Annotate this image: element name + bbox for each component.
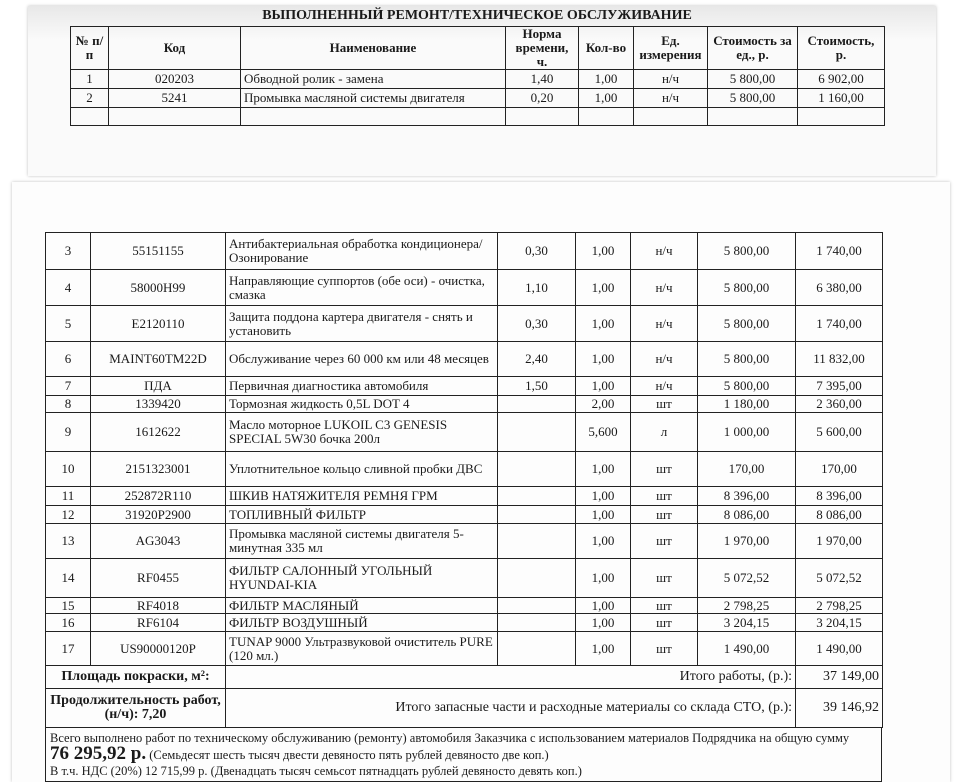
cell-price: 170,00 — [698, 452, 796, 487]
cell-n: 11 — [46, 487, 91, 506]
cell-norm — [498, 524, 576, 559]
cell-code: US90000120P — [91, 632, 226, 666]
table-row — [46, 270, 883, 306]
cell-price: 8 086,00 — [698, 506, 796, 524]
cell-unit: шт — [631, 598, 698, 614]
cell-n: 4 — [46, 270, 91, 306]
cell-qty: 1,00 — [576, 632, 631, 666]
cell-code: E2120110 — [91, 306, 226, 342]
cell-name: Тормозная жидкость 0,5L DOT 4 — [226, 396, 498, 413]
cell-qty: 1,00 — [576, 270, 631, 306]
cell-code: 1612622 — [91, 413, 226, 452]
total-amount: 76 295,92 р. — [50, 743, 147, 764]
cell-price: 3 204,15 — [698, 614, 796, 632]
paint-area-label: Площадь покраски, м²: — [46, 666, 226, 689]
cell-norm — [498, 487, 576, 506]
cell-qty: 1,00 — [576, 614, 631, 632]
cell-price: 5 800,00 — [698, 233, 796, 270]
cell-norm — [498, 598, 576, 614]
total-amount-words: (Семьдесят шесть тысяч двести девяносто пять рублей девяносто две коп.) — [149, 748, 549, 762]
cell-norm — [498, 396, 576, 413]
cell-code: 252872R110 — [91, 487, 226, 506]
cell-qty: 2,00 — [576, 396, 631, 413]
cell-unit: н/ч — [631, 233, 698, 270]
cell-qty: 1,00 — [576, 233, 631, 270]
cell-n: 9 — [46, 413, 91, 452]
col-header: Норма времени, ч. — [506, 27, 579, 70]
cell-n: 6 — [46, 342, 91, 377]
vat-line: В т.ч. НДС (20%) 12 715,99 р. (Двенадцать тысяч семьсот пятнадцать рублей девяносто девять коп.) — [50, 764, 582, 778]
cell-unit: шт — [631, 452, 698, 487]
cell-price: 1 970,00 — [698, 524, 796, 559]
cell-qty: 1,00 — [576, 306, 631, 342]
cell-norm: 1,10 — [498, 270, 576, 306]
cell-name: Направляющие суппортов (обе оси) - очистка, смазка — [226, 270, 498, 306]
cell-qty: 1,00 — [576, 506, 631, 524]
table-row — [46, 413, 883, 452]
table-row — [46, 506, 883, 524]
repair-table-top — [70, 26, 885, 126]
cell-code: 55151155 — [91, 233, 226, 270]
cell-qty: 1,00 — [576, 559, 631, 598]
cell-n: 2 — [71, 89, 109, 108]
col-header: № п/п — [71, 27, 109, 70]
summary-row-parts — [46, 689, 883, 728]
cell-name: Защита поддона картера двигателя - снять и установить — [226, 306, 498, 342]
cell-price: 1 490,00 — [698, 632, 796, 666]
table-row — [46, 233, 883, 270]
table-row — [71, 89, 885, 108]
cell-norm: 0,30 — [498, 233, 576, 270]
cell-norm: 1,40 — [506, 70, 579, 89]
parts-total: 39 146,92 — [796, 689, 883, 728]
col-header: Кол-во — [579, 27, 634, 70]
cell-cost: 3 204,15 — [796, 614, 883, 632]
cell-price: 5 800,00 — [708, 70, 798, 89]
cell-code: AG3043 — [91, 524, 226, 559]
table-row — [46, 598, 883, 614]
cell-name: ФИЛЬТР САЛОННЫЙ УГОЛЬНЫЙ HYUNDAI-KIA — [226, 559, 498, 598]
cell-unit: н/ч — [631, 377, 698, 396]
cell-cost: 2 360,00 — [796, 396, 883, 413]
summary-row-work — [46, 666, 883, 689]
cell-n: 16 — [46, 614, 91, 632]
cell-norm: 2,40 — [498, 342, 576, 377]
cell-norm — [498, 506, 576, 524]
cell-cost: 1 160,00 — [798, 89, 885, 108]
cell-code: 2151323001 — [91, 452, 226, 487]
table-row — [46, 524, 883, 559]
cell-qty: 1,00 — [579, 70, 634, 89]
cell-unit: н/ч — [631, 342, 698, 377]
table-header — [71, 27, 885, 70]
col-header: Код — [109, 27, 241, 70]
cell-qty: 1,00 — [576, 452, 631, 487]
cell-code: 020203 — [109, 70, 241, 89]
cell-norm: 1,50 — [498, 377, 576, 396]
cell-unit: шт — [631, 396, 698, 413]
cell-code: 1339420 — [91, 396, 226, 413]
cell-cost: 5 600,00 — [796, 413, 883, 452]
cell-price: 1 000,00 — [698, 413, 796, 452]
work-total: 37 149,00 — [796, 666, 883, 689]
cell-cost: 2 798,25 — [796, 598, 883, 614]
cell-unit: л — [631, 413, 698, 452]
cell-norm — [498, 413, 576, 452]
cell-cost: 8 396,00 — [796, 487, 883, 506]
cell-price: 5 800,00 — [698, 377, 796, 396]
cell-name: Первичная диагностика автомобиля — [226, 377, 498, 396]
cell-n: 15 — [46, 598, 91, 614]
cell-unit: шт — [631, 506, 698, 524]
table-row — [46, 614, 883, 632]
cell-price: 8 396,00 — [698, 487, 796, 506]
cell-cost: 1 740,00 — [796, 306, 883, 342]
cell-n: 17 — [46, 632, 91, 666]
cell-code: 5241 — [109, 89, 241, 108]
cell-n: 12 — [46, 506, 91, 524]
cell-name: ФИЛЬТР МАСЛЯНЫЙ — [226, 598, 498, 614]
cell-n: 3 — [46, 233, 91, 270]
table-row — [71, 70, 885, 89]
cell-name: Уплотнительное кольцо сливной пробки ДВС — [226, 452, 498, 487]
cell-price: 5 800,00 — [698, 306, 796, 342]
cell-unit: н/ч — [631, 270, 698, 306]
cell-unit: шт — [631, 524, 698, 559]
col-header: Ед. измерения — [634, 27, 708, 70]
cell-qty: 1,00 — [576, 377, 631, 396]
cell-unit: шт — [631, 487, 698, 506]
duration-label: Продолжительность работ, (н/ч): 7,20 — [46, 689, 226, 728]
repair-table-continued — [45, 232, 883, 728]
cell-unit: н/ч — [634, 89, 708, 108]
cell-price: 5 800,00 — [708, 89, 798, 108]
table-row — [46, 396, 883, 413]
cell-cost: 1 740,00 — [796, 233, 883, 270]
cell-code: ПДА — [91, 377, 226, 396]
cell-qty: 1,00 — [576, 524, 631, 559]
cell-n: 7 — [46, 377, 91, 396]
cell-n: 5 — [46, 306, 91, 342]
cell-cost: 6 902,00 — [798, 70, 885, 89]
cell-price: 1 180,00 — [698, 396, 796, 413]
parts-total-label: Итого запасные части и расходные материалы со склада СТО, (р.): — [226, 689, 796, 728]
cell-cost: 1 490,00 — [796, 632, 883, 666]
cell-name: Обслуживание через 60 000 км или 48 месяцев — [226, 342, 498, 377]
table-row — [46, 487, 883, 506]
cell-norm — [498, 559, 576, 598]
cell-name: Масло моторное LUKOIL C3 GENESIS SPECIAL 5W30 бочка 200л — [226, 413, 498, 452]
table-row — [46, 632, 883, 666]
cell-code: RF4018 — [91, 598, 226, 614]
table-row — [46, 342, 883, 377]
cell-n: 14 — [46, 559, 91, 598]
cell-cost: 7 395,00 — [796, 377, 883, 396]
cell-qty: 1,00 — [576, 487, 631, 506]
cell-unit: шт — [631, 632, 698, 666]
cell-cost: 8 086,00 — [796, 506, 883, 524]
cell-unit: шт — [631, 559, 698, 598]
cell-qty: 5,600 — [576, 413, 631, 452]
cell-n: 8 — [46, 396, 91, 413]
cell-n: 10 — [46, 452, 91, 487]
work-total-label: Итого работы, (р.): — [226, 666, 796, 689]
total-description: Всего выполнено работ по техническому обслуживанию (ремонту) автомобиля Заказчика с использованием материалов Подрядчика на общую сумму — [50, 731, 850, 745]
cell-cost: 170,00 — [796, 452, 883, 487]
cell-qty: 1,00 — [576, 342, 631, 377]
cell-norm: 0,20 — [506, 89, 579, 108]
cell-unit: н/ч — [634, 70, 708, 89]
cell-cost: 6 380,00 — [796, 270, 883, 306]
cell-norm: 0,30 — [498, 306, 576, 342]
grand-total-block — [45, 728, 882, 782]
cell-price: 5 800,00 — [698, 342, 796, 377]
cell-price: 2 798,25 — [698, 598, 796, 614]
cell-unit: шт — [631, 614, 698, 632]
cell-name: Обводной ролик - замена — [241, 70, 506, 89]
cell-cost: 1 970,00 — [796, 524, 883, 559]
cell-n: 1 — [71, 70, 109, 89]
cell-norm — [498, 452, 576, 487]
table-row — [46, 559, 883, 598]
cell-code: RF6104 — [91, 614, 226, 632]
table-row — [46, 306, 883, 342]
cell-n: 13 — [46, 524, 91, 559]
cell-name: ТОПЛИВНЫЙ ФИЛЬТР — [226, 506, 498, 524]
section-title: ВЫПОЛНЕННЫЙ РЕМОНТ/ТЕХНИЧЕСКОЕ ОБСЛУЖИВАНИЕ — [262, 8, 692, 23]
cell-norm — [498, 614, 576, 632]
col-header: Стоимость за ед., р. — [708, 27, 798, 70]
cell-qty: 1,00 — [576, 598, 631, 614]
cell-norm — [498, 632, 576, 666]
cell-code: 58000H99 — [91, 270, 226, 306]
cell-name: ШКИВ НАТЯЖИТЕЛЯ РЕМНЯ ГРМ — [226, 487, 498, 506]
cell-price: 5 800,00 — [698, 270, 796, 306]
cell-code: MAINT60TM22D — [91, 342, 226, 377]
col-header: Наименование — [241, 27, 506, 70]
cell-price: 5 072,52 — [698, 559, 796, 598]
col-header: Стоимость, р. — [798, 27, 885, 70]
cell-cost: 11 832,00 — [796, 342, 883, 377]
table-row — [46, 452, 883, 487]
cell-name: Промывка масляной системы двигателя — [241, 89, 506, 108]
cell-unit: н/ч — [631, 306, 698, 342]
cell-name: ФИЛЬТР ВОЗДУШНЫЙ — [226, 614, 498, 632]
table-row — [46, 377, 883, 396]
cell-name: TUNAP 9000 Ультразвуковой очиститель PURE (120 мл.) — [226, 632, 498, 666]
cell-name: Промывка масляной системы двигателя 5-минутная 335 мл — [226, 524, 498, 559]
cell-qty: 1,00 — [579, 89, 634, 108]
cell-cost: 5 072,52 — [796, 559, 883, 598]
cell-code: 31920P2900 — [91, 506, 226, 524]
cell-code: RF0455 — [91, 559, 226, 598]
cell-name: Антибактериальная обработка кондиционера/Озонирование — [226, 233, 498, 270]
